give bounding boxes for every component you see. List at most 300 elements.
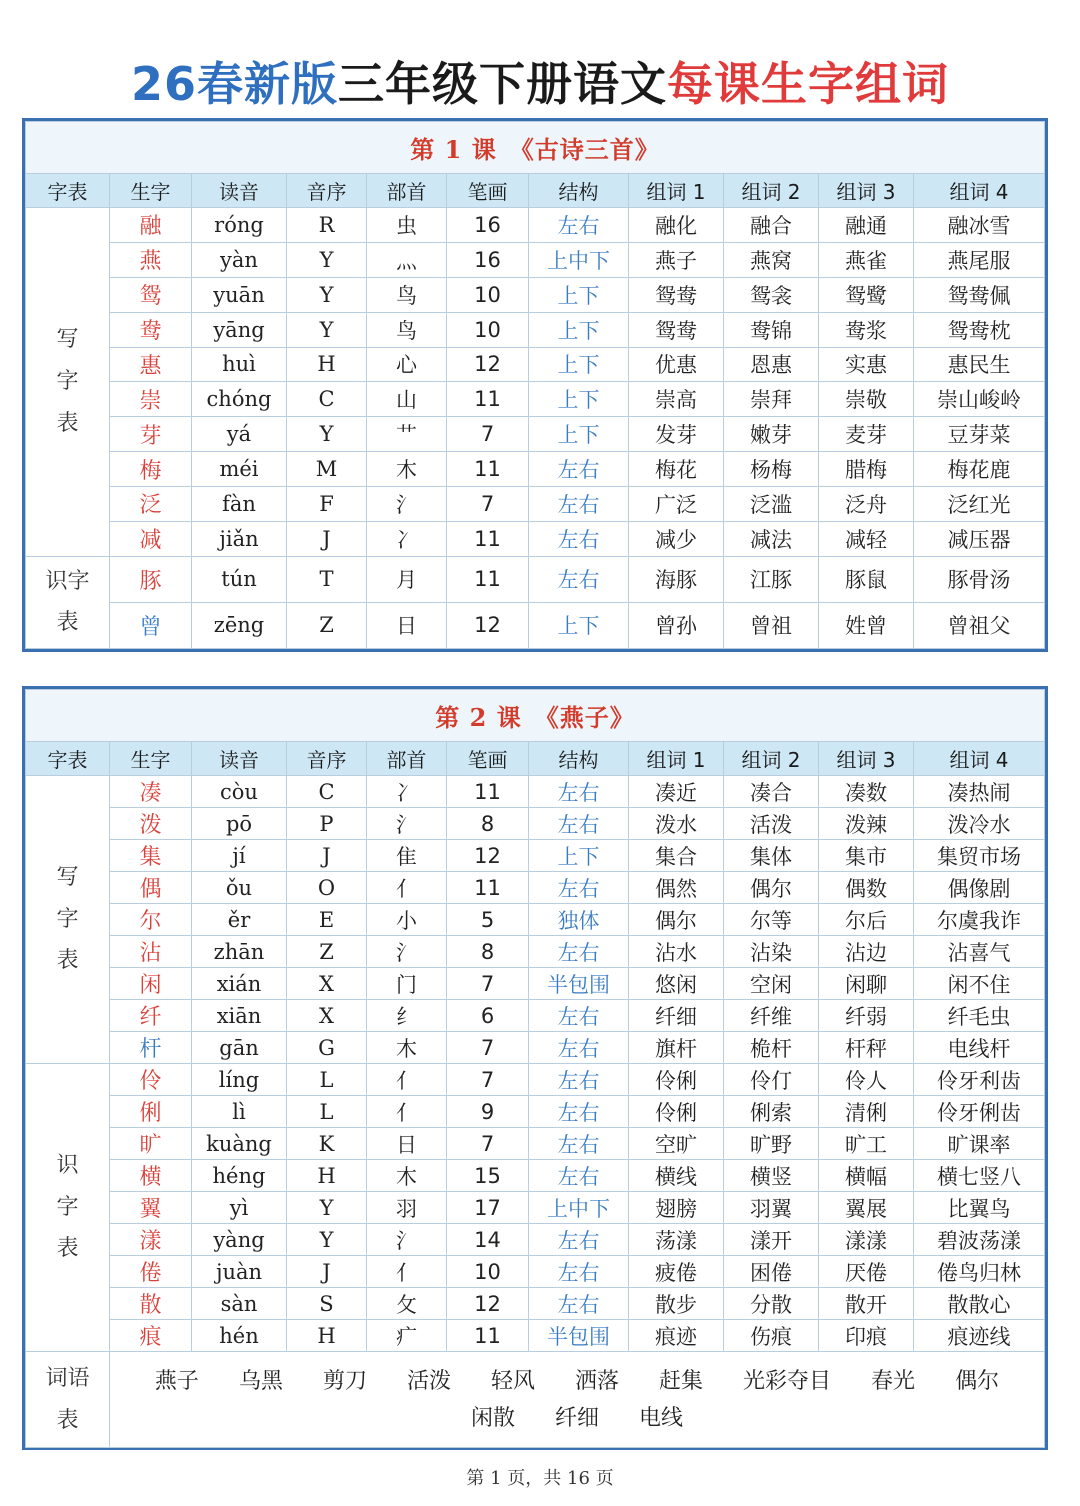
- word-cell-4: 旷课率: [914, 1128, 1045, 1160]
- character-row: [26, 808, 1045, 840]
- word-cell-4: 伶牙俐齿: [914, 1096, 1045, 1128]
- radical-cell: 纟: [367, 1000, 447, 1032]
- column-header: 音序: [287, 742, 367, 776]
- column-header: 部首: [367, 174, 447, 208]
- title-part-3: 每课生字组词: [667, 57, 949, 111]
- pinyin-cell: yuān: [192, 277, 287, 312]
- word-cell-3: 旷工: [819, 1128, 914, 1160]
- vocabulary-label: 词语 表: [26, 1352, 110, 1448]
- word-cell-3: 印痕: [819, 1320, 914, 1352]
- char-cell: 倦: [110, 1256, 192, 1288]
- character-row: [26, 968, 1045, 1000]
- pinyin-cell: fàn: [192, 487, 287, 522]
- character-row: [26, 1224, 1045, 1256]
- stroke-count-cell: 7: [447, 487, 529, 522]
- pinyin-cell: zhān: [192, 936, 287, 968]
- initial-cell: X: [287, 1000, 367, 1032]
- stroke-count-cell: 16: [447, 208, 529, 243]
- pinyin-cell: yàng: [192, 1224, 287, 1256]
- char-cell: 减: [110, 521, 192, 556]
- character-row: [26, 1128, 1045, 1160]
- word-cell-4: 鸳鸯枕: [914, 312, 1045, 347]
- pinyin-cell: huì: [192, 347, 287, 382]
- initial-cell: Y: [287, 417, 367, 452]
- word-cell-3: 清俐: [819, 1096, 914, 1128]
- char-cell: 鸳: [110, 277, 192, 312]
- column-header: 组词 2: [724, 742, 819, 776]
- word-cell-1: 崇高: [629, 382, 724, 417]
- radical-cell: 氵: [367, 1224, 447, 1256]
- word-cell-2: 纤维: [724, 1000, 819, 1032]
- character-row: [26, 1000, 1045, 1032]
- word-cell-3: 减轻: [819, 521, 914, 556]
- word-cell-2: 伤痕: [724, 1320, 819, 1352]
- word-cell-1: 燕子: [629, 242, 724, 277]
- stroke-count-cell: 7: [447, 1128, 529, 1160]
- initial-cell: Y: [287, 1224, 367, 1256]
- word-cell-4: 豆芽菜: [914, 417, 1045, 452]
- character-row: [26, 840, 1045, 872]
- lesson-title: 第 1 课 《古诗三首》: [26, 122, 1045, 174]
- pinyin-cell: pō: [192, 808, 287, 840]
- radical-cell: 羽: [367, 1192, 447, 1224]
- column-header: 字表: [26, 174, 110, 208]
- structure-cell: 左右: [529, 1032, 629, 1064]
- pinyin-cell: hén: [192, 1320, 287, 1352]
- word-cell-4: 凑热闹: [914, 776, 1045, 808]
- radical-cell: 木: [367, 1160, 447, 1192]
- char-cell: 偶: [110, 872, 192, 904]
- structure-cell: 左右: [529, 487, 629, 522]
- word-cell-1: 曾孙: [629, 602, 724, 648]
- char-cell: 漾: [110, 1224, 192, 1256]
- word-cell-3: 鸳鹭: [819, 277, 914, 312]
- initial-cell: K: [287, 1128, 367, 1160]
- vocabulary-word: 春光: [871, 1368, 916, 1394]
- structure-cell: 左右: [529, 872, 629, 904]
- word-cell-3: 厌倦: [819, 1256, 914, 1288]
- char-cell: 梅: [110, 452, 192, 487]
- word-cell-2: 燕窝: [724, 242, 819, 277]
- word-cell-2: 减法: [724, 521, 819, 556]
- char-cell: 泛: [110, 487, 192, 522]
- word-cell-2: 杨梅: [724, 452, 819, 487]
- word-cell-4: 沾喜气: [914, 936, 1045, 968]
- character-row: [26, 1256, 1045, 1288]
- initial-cell: G: [287, 1032, 367, 1064]
- char-cell: 芽: [110, 417, 192, 452]
- word-cell-1: 集合: [629, 840, 724, 872]
- character-row: [26, 521, 1045, 556]
- radical-cell: 鸟: [367, 312, 447, 347]
- radical-cell: 氵: [367, 936, 447, 968]
- stroke-count-cell: 11: [447, 872, 529, 904]
- pinyin-cell: héng: [192, 1160, 287, 1192]
- radical-cell: 日: [367, 602, 447, 648]
- radical-cell: 亻: [367, 1256, 447, 1288]
- word-cell-2: 江豚: [724, 556, 819, 602]
- word-cell-2: 鸯锦: [724, 312, 819, 347]
- structure-cell: 上中下: [529, 1192, 629, 1224]
- column-header: 结构: [529, 742, 629, 776]
- word-cell-3: 杆秤: [819, 1032, 914, 1064]
- character-row: [26, 1064, 1045, 1096]
- radical-cell: 心: [367, 347, 447, 382]
- word-cell-3: 伶人: [819, 1064, 914, 1096]
- initial-cell: Z: [287, 602, 367, 648]
- structure-cell: 左右: [529, 1224, 629, 1256]
- word-cell-1: 鸳鸯: [629, 312, 724, 347]
- word-cell-2: 空闲: [724, 968, 819, 1000]
- word-cell-1: 泼水: [629, 808, 724, 840]
- char-cell: 泼: [110, 808, 192, 840]
- radical-cell: 门: [367, 968, 447, 1000]
- stroke-count-cell: 11: [447, 521, 529, 556]
- radical-cell: 攵: [367, 1288, 447, 1320]
- word-cell-4: 惠民生: [914, 347, 1045, 382]
- structure-cell: 上下: [529, 840, 629, 872]
- word-cell-1: 偶然: [629, 872, 724, 904]
- character-row: [26, 776, 1045, 808]
- word-cell-1: 融化: [629, 208, 724, 243]
- column-header: 读音: [192, 742, 287, 776]
- word-cell-3: 融通: [819, 208, 914, 243]
- initial-cell: R: [287, 208, 367, 243]
- pinyin-cell: jí: [192, 840, 287, 872]
- radical-cell: 山: [367, 382, 447, 417]
- stroke-count-cell: 17: [447, 1192, 529, 1224]
- char-cell: 集: [110, 840, 192, 872]
- pinyin-cell: juàn: [192, 1256, 287, 1288]
- vocabulary-list: [110, 1352, 1045, 1448]
- radical-cell: 虫: [367, 208, 447, 243]
- vocabulary-word: 闲散: [470, 1405, 515, 1431]
- stroke-count-cell: 12: [447, 840, 529, 872]
- initial-cell: Z: [287, 936, 367, 968]
- word-cell-2: 分散: [724, 1288, 819, 1320]
- pinyin-cell: róng: [192, 208, 287, 243]
- vocabulary-row: [26, 1352, 1045, 1448]
- structure-cell: 上下: [529, 277, 629, 312]
- char-cell: 翼: [110, 1192, 192, 1224]
- character-row: [26, 347, 1045, 382]
- word-cell-4: 鸳鸯佩: [914, 277, 1045, 312]
- structure-cell: 半包围: [529, 1320, 629, 1352]
- radical-cell: 亻: [367, 1064, 447, 1096]
- character-row: [26, 452, 1045, 487]
- stroke-count-cell: 16: [447, 242, 529, 277]
- structure-cell: 独体: [529, 904, 629, 936]
- column-header: 生字: [110, 174, 192, 208]
- initial-cell: C: [287, 776, 367, 808]
- char-cell: 鸯: [110, 312, 192, 347]
- word-cell-2: 横竖: [724, 1160, 819, 1192]
- category-label: 写 字 表: [26, 208, 110, 557]
- stroke-count-cell: 7: [447, 1064, 529, 1096]
- pinyin-cell: gān: [192, 1032, 287, 1064]
- stroke-count-cell: 7: [447, 417, 529, 452]
- initial-cell: F: [287, 487, 367, 522]
- word-cell-1: 荡漾: [629, 1224, 724, 1256]
- word-cell-4: 闲不住: [914, 968, 1045, 1000]
- word-cell-4: 偶像剧: [914, 872, 1045, 904]
- word-cell-2: 活泼: [724, 808, 819, 840]
- character-row: [26, 1160, 1045, 1192]
- word-cell-4: 梅花鹿: [914, 452, 1045, 487]
- word-cell-4: 比翼鸟: [914, 1192, 1045, 1224]
- character-row: [26, 1032, 1045, 1064]
- word-cell-2: 融合: [724, 208, 819, 243]
- category-label: 识 字 表: [26, 1064, 110, 1352]
- initial-cell: E: [287, 904, 367, 936]
- word-cell-2: 桅杆: [724, 1032, 819, 1064]
- pinyin-cell: ěr: [192, 904, 287, 936]
- character-row: [26, 487, 1045, 522]
- word-cell-4: 豚骨汤: [914, 556, 1045, 602]
- pinyin-cell: jiǎn: [192, 521, 287, 556]
- char-cell: 散: [110, 1288, 192, 1320]
- word-cell-4: 燕尾服: [914, 242, 1045, 277]
- character-row: [26, 602, 1045, 648]
- column-header: 生字: [110, 742, 192, 776]
- header-row: [26, 174, 1045, 208]
- char-cell: 杆: [110, 1032, 192, 1064]
- word-cell-2: 旷野: [724, 1128, 819, 1160]
- pinyin-cell: xiān: [192, 1000, 287, 1032]
- word-cell-4: 横七竖八: [914, 1160, 1045, 1192]
- word-cell-2: 鸳衾: [724, 277, 819, 312]
- word-cell-1: 伶俐: [629, 1064, 724, 1096]
- structure-cell: 左右: [529, 1128, 629, 1160]
- vocabulary-word: 洒落: [575, 1368, 620, 1394]
- initial-cell: M: [287, 452, 367, 487]
- char-cell: 惠: [110, 347, 192, 382]
- word-cell-3: 闲聊: [819, 968, 914, 1000]
- pinyin-cell: yāng: [192, 312, 287, 347]
- initial-cell: O: [287, 872, 367, 904]
- word-cell-3: 沾边: [819, 936, 914, 968]
- word-cell-1: 痕迹: [629, 1320, 724, 1352]
- category-label: 识字 表: [26, 556, 110, 648]
- character-row: [26, 382, 1045, 417]
- radical-cell: 鸟: [367, 277, 447, 312]
- pinyin-cell: ǒu: [192, 872, 287, 904]
- word-cell-3: 豚鼠: [819, 556, 914, 602]
- word-cell-2: 羽翼: [724, 1192, 819, 1224]
- char-cell: 沾: [110, 936, 192, 968]
- char-cell: 曾: [110, 602, 192, 648]
- initial-cell: P: [287, 808, 367, 840]
- column-header: 音序: [287, 174, 367, 208]
- char-cell: 伶: [110, 1064, 192, 1096]
- stroke-count-cell: 7: [447, 1032, 529, 1064]
- structure-cell: 上下: [529, 312, 629, 347]
- initial-cell: J: [287, 840, 367, 872]
- title-part-2: 三年级下册语文: [338, 57, 667, 111]
- word-cell-2: 伶仃: [724, 1064, 819, 1096]
- word-cell-1: 伶俐: [629, 1096, 724, 1128]
- column-header: 字表: [26, 742, 110, 776]
- word-cell-1: 减少: [629, 521, 724, 556]
- character-row: [26, 242, 1045, 277]
- word-cell-1: 偶尔: [629, 904, 724, 936]
- structure-cell: 上下: [529, 417, 629, 452]
- lesson-2-title-row: [26, 690, 1045, 742]
- lesson-2-table: [25, 689, 1045, 1448]
- word-cell-2: 凑合: [724, 776, 819, 808]
- pinyin-cell: sàn: [192, 1288, 287, 1320]
- structure-cell: 左右: [529, 208, 629, 243]
- column-header: 组词 4: [914, 174, 1045, 208]
- vocabulary-word: 偶尔: [955, 1368, 1000, 1394]
- stroke-count-cell: 10: [447, 277, 529, 312]
- word-cell-3: 泼辣: [819, 808, 914, 840]
- word-cell-4: 伶牙利齿: [914, 1064, 1045, 1096]
- initial-cell: L: [287, 1096, 367, 1128]
- word-cell-3: 麦芽: [819, 417, 914, 452]
- character-row: [26, 312, 1045, 347]
- radical-cell: 亻: [367, 872, 447, 904]
- word-cell-4: 崇山峻岭: [914, 382, 1045, 417]
- word-cell-4: 纤毛虫: [914, 1000, 1045, 1032]
- word-cell-1: 海豚: [629, 556, 724, 602]
- lesson-1-table: [25, 121, 1045, 649]
- character-row: [26, 556, 1045, 602]
- vocabulary-word: 燕子: [154, 1368, 199, 1394]
- word-cell-4: 集贸市场: [914, 840, 1045, 872]
- radical-cell: 灬: [367, 242, 447, 277]
- radical-cell: 氵: [367, 487, 447, 522]
- stroke-count-cell: 8: [447, 936, 529, 968]
- header-row: [26, 742, 1045, 776]
- word-cell-2: 偶尔: [724, 872, 819, 904]
- word-cell-2: 俐索: [724, 1096, 819, 1128]
- radical-cell: 木: [367, 452, 447, 487]
- pinyin-cell: líng: [192, 1064, 287, 1096]
- radical-cell: 小: [367, 904, 447, 936]
- word-cell-2: 嫩芽: [724, 417, 819, 452]
- character-row: [26, 872, 1045, 904]
- word-cell-4: 减压器: [914, 521, 1045, 556]
- char-cell: 旷: [110, 1128, 192, 1160]
- char-cell: 尔: [110, 904, 192, 936]
- lesson-1-title-row: [26, 122, 1045, 174]
- word-cell-3: 实惠: [819, 347, 914, 382]
- radical-cell: 隹: [367, 840, 447, 872]
- structure-cell: 左右: [529, 936, 629, 968]
- radical-cell: 艹: [367, 417, 447, 452]
- radical-cell: 月: [367, 556, 447, 602]
- word-cell-1: 发芽: [629, 417, 724, 452]
- vocabulary-word: 电线: [639, 1405, 684, 1431]
- pinyin-cell: lì: [192, 1096, 287, 1128]
- pinyin-cell: kuàng: [192, 1128, 287, 1160]
- stroke-count-cell: 11: [447, 556, 529, 602]
- word-cell-4: 散散心: [914, 1288, 1045, 1320]
- vocabulary-word: 活泼: [406, 1368, 451, 1394]
- pinyin-cell: méi: [192, 452, 287, 487]
- stroke-count-cell: 11: [447, 382, 529, 417]
- character-row: [26, 936, 1045, 968]
- word-cell-4: 电线杆: [914, 1032, 1045, 1064]
- column-header: 读音: [192, 174, 287, 208]
- character-row: [26, 1288, 1045, 1320]
- structure-cell: 上下: [529, 347, 629, 382]
- word-cell-2: 泛滥: [724, 487, 819, 522]
- word-cell-1: 疲倦: [629, 1256, 724, 1288]
- radical-cell: 木: [367, 1032, 447, 1064]
- word-cell-2: 崇拜: [724, 382, 819, 417]
- page-title: [0, 48, 1080, 114]
- initial-cell: C: [287, 382, 367, 417]
- column-header: 结构: [529, 174, 629, 208]
- word-cell-2: 沾染: [724, 936, 819, 968]
- radical-cell: 氵: [367, 808, 447, 840]
- structure-cell: 上下: [529, 602, 629, 648]
- word-cell-3: 姓曾: [819, 602, 914, 648]
- char-cell: 痕: [110, 1320, 192, 1352]
- word-cell-3: 集市: [819, 840, 914, 872]
- char-cell: 融: [110, 208, 192, 243]
- page-footer: 第 1 页，共 16 页: [466, 1468, 614, 1489]
- char-cell: 崇: [110, 382, 192, 417]
- char-cell: 燕: [110, 242, 192, 277]
- word-cell-1: 散步: [629, 1288, 724, 1320]
- word-cell-1: 悠闲: [629, 968, 724, 1000]
- structure-cell: 半包围: [529, 968, 629, 1000]
- character-row: [26, 417, 1045, 452]
- column-header: 笔画: [447, 742, 529, 776]
- structure-cell: 左右: [529, 776, 629, 808]
- initial-cell: H: [287, 347, 367, 382]
- vocabulary-word: 乌黑: [238, 1368, 283, 1394]
- initial-cell: X: [287, 968, 367, 1000]
- pinyin-cell: yá: [192, 417, 287, 452]
- word-cell-3: 偶数: [819, 872, 914, 904]
- word-cell-4: 曾祖父: [914, 602, 1045, 648]
- lesson-1-table-panel: [22, 118, 1048, 652]
- word-cell-4: 融冰雪: [914, 208, 1045, 243]
- word-cell-2: 集体: [724, 840, 819, 872]
- vocabulary-word: 剪刀: [322, 1368, 367, 1394]
- structure-cell: 左右: [529, 1256, 629, 1288]
- column-header: 部首: [367, 742, 447, 776]
- char-cell: 豚: [110, 556, 192, 602]
- word-cell-3: 散开: [819, 1288, 914, 1320]
- character-row: [26, 208, 1045, 243]
- word-cell-4: 尔虞我诈: [914, 904, 1045, 936]
- word-cell-3: 漾漾: [819, 1224, 914, 1256]
- column-header: 组词 4: [914, 742, 1045, 776]
- vocabulary-word: 纤细: [554, 1405, 599, 1431]
- word-cell-1: 广泛: [629, 487, 724, 522]
- word-cell-3: 翼展: [819, 1192, 914, 1224]
- character-row: [26, 1096, 1045, 1128]
- word-cell-1: 凑近: [629, 776, 724, 808]
- word-cell-3: 凑数: [819, 776, 914, 808]
- stroke-count-cell: 12: [447, 602, 529, 648]
- word-cell-4: 倦鸟归林: [914, 1256, 1045, 1288]
- lesson-2-table-panel: [22, 686, 1048, 1450]
- stroke-count-cell: 10: [447, 312, 529, 347]
- column-header: 组词 3: [819, 174, 914, 208]
- word-cell-1: 梅花: [629, 452, 724, 487]
- radical-cell: 日: [367, 1128, 447, 1160]
- word-cell-2: 尔等: [724, 904, 819, 936]
- word-cell-3: 鸯浆: [819, 312, 914, 347]
- vocabulary-word: 赶集: [659, 1368, 704, 1394]
- radical-cell: 冫: [367, 776, 447, 808]
